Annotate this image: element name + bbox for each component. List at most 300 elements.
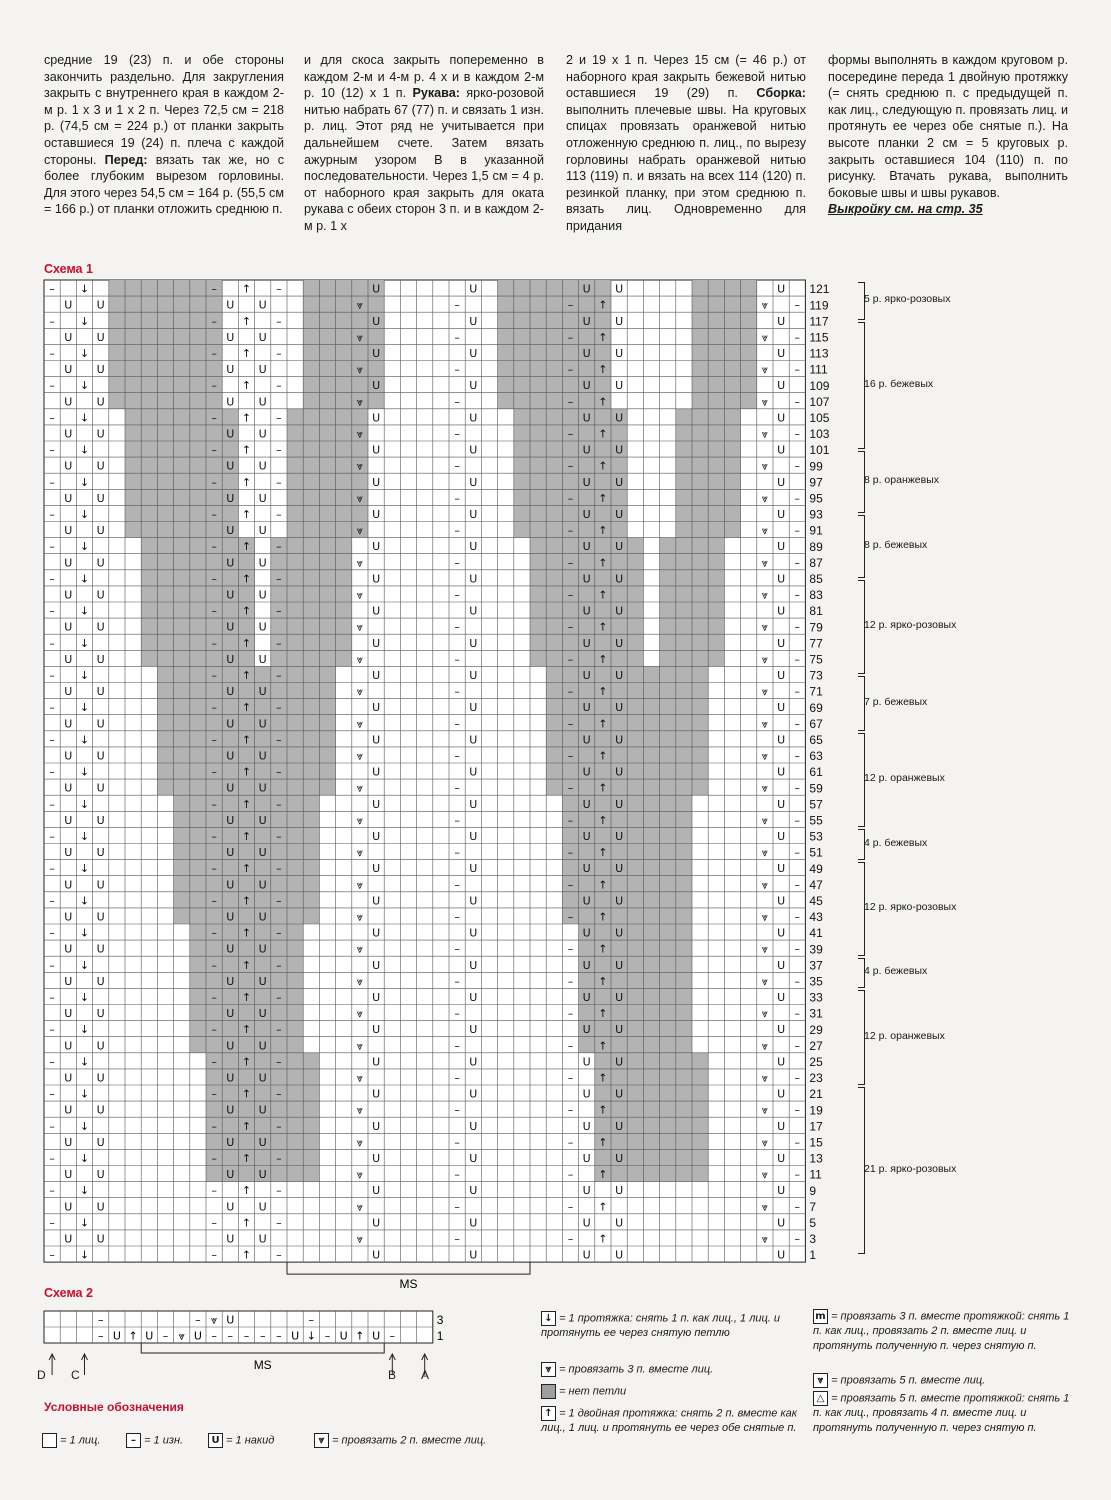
stitch-symbol: U [615,829,624,843]
stitch-symbol: ⩔ [761,524,769,538]
stitch-symbol: U [226,1200,235,1214]
stitch-symbol: U [777,475,786,489]
stitch-symbol: ↓ [79,411,90,425]
stitch-symbol: U [96,588,105,602]
stitch-symbol: – [794,717,801,731]
stitch-symbol: U [258,910,267,924]
stitch-symbol: U [372,411,381,425]
stitch-symbol: ↑ [241,604,252,618]
stitch-symbol: ↑ [598,781,608,795]
stitch-symbol: U [96,781,105,795]
stitch-symbol: ↓ [79,379,90,393]
row-number: 107 [809,394,830,409]
row-number: 9 [809,1183,817,1198]
stitch-symbol: U [96,717,105,731]
stitch-symbol: – [49,346,55,360]
stitch-symbol: ↑ [241,572,252,586]
k5tog-symbol-icon: ⩔ [813,1373,828,1388]
stitch-symbol: ↑ [598,524,608,538]
stitch-symbol: ⩔ [761,749,769,763]
stitch-symbol: – [211,990,217,1004]
stitch-symbol: ↓ [79,733,90,747]
stitch-symbol: U [777,572,786,586]
stripe-label: 4 р. бежевых [864,965,928,978]
stitch-symbol: U [96,1168,105,1182]
stitch-symbol: – [794,685,801,699]
stitch-symbol: – [794,942,801,956]
stitch-symbol: U [582,797,591,811]
stitch-symbol: U [226,813,235,827]
legend-item-k2tog [314,1433,486,1448]
stitch-symbol: ↑ [598,685,608,699]
stitch-symbol: – [227,1329,234,1343]
stitch-symbol: U [777,636,786,650]
stitch-symbol: – [567,620,574,634]
stitch-symbol: ↑ [598,1232,608,1246]
stitch-symbol: U [372,990,381,1004]
stitch-symbol: U [777,1248,786,1262]
stitch-symbol: U [469,507,478,521]
stitch-symbol: U [145,1329,154,1343]
stitch-symbol: U [258,395,267,409]
stitch-symbol: U [96,395,105,409]
stitch-symbol: – [308,1313,315,1327]
stitch-symbol: – [567,1103,574,1117]
stitch-symbol: – [211,411,217,425]
stitch-symbol: – [211,507,217,521]
stitch-symbol: U [615,540,624,554]
stitch-symbol: ↑ [598,330,608,344]
row-number: 91 [809,523,823,538]
text-column-4 [828,52,1068,218]
row-number: 99 [809,459,823,474]
stitch-symbol: U [615,862,624,876]
row-number: 115 [809,330,829,345]
text-col2-a: и для скоса закрыть попеременно в каждом 2-м и 4-м р. 4 х и в каждом 2-м р. 10 (12) х 1 п. [304,53,544,101]
stitch-symbol: U [258,363,267,377]
row-number: 93 [809,507,823,522]
stitch-symbol: U [193,1329,202,1343]
stitch-symbol: U [372,668,381,682]
ms-label: MS [253,1358,272,1372]
stitch-symbol: U [96,652,105,666]
stitch-symbol: – [454,330,460,344]
stitch-symbol: – [454,652,460,666]
stitch-symbol: ⩔ [356,781,364,795]
stitch-symbol: ↓ [79,443,90,457]
stitch-symbol: ↑ [241,1119,252,1133]
sk2p-symbol-icon: m [813,1309,828,1324]
stitch-symbol: U [258,846,267,860]
stitch-symbol: ↑ [598,395,608,409]
stitch-symbol: U [372,346,381,360]
stitch-symbol: ⩔ [761,1200,769,1214]
stitch-symbol: – [567,910,574,924]
stitch-symbol: – [49,1184,55,1198]
stitch-symbol: U [226,491,235,505]
stitch-symbol: – [49,314,55,328]
stitch-symbol: ↓ [306,1329,316,1343]
stitch-symbol: U [96,363,105,377]
row-number: 87 [809,555,823,570]
pattern-page-link[interactable]: Выкройку см. на стр. 35 [828,202,983,217]
stitch-symbol: ↓ [79,346,90,360]
stitch-symbol: U [258,974,267,988]
stitch-symbol: ↑ [241,507,252,521]
stitch-symbol: ⩔ [761,363,769,377]
stitch-symbol: ↓ [79,1023,90,1037]
stitch-symbol: – [454,878,460,892]
row-number: 1 [436,1329,444,1344]
stitch-symbol: U [615,346,624,360]
row-number: 21 [809,1087,823,1102]
stitch-symbol: ↓ [79,475,90,489]
stitch-symbol: U [777,958,786,972]
schema-2-title: Схема 2 [44,1286,93,1300]
legend-text: = 1 двойная протяжка: снять 2 п. вместе как лиц., 1 лиц. и протянуть ее через обе снятые п. [541,1407,797,1434]
stitch-symbol: – [211,1248,217,1262]
stitch-symbol: U [777,1119,786,1133]
stitch-symbol: U [615,282,624,296]
stitch-symbol: – [276,733,282,747]
row-number: 19 [809,1103,823,1118]
stitch-symbol: ↑ [598,363,608,377]
stitch-symbol: U [258,652,267,666]
stitch-symbol: U [615,411,624,425]
row-number: 61 [809,765,823,780]
stitch-symbol: – [567,652,574,666]
stitch-symbol: – [211,636,217,650]
stitch-symbol: U [469,282,478,296]
stitch-symbol: – [276,443,282,457]
stitch-symbol: – [567,427,574,441]
row-number: 69 [809,700,823,715]
stitch-symbol: – [276,829,282,843]
stitch-symbol: – [49,507,55,521]
stitch-symbol: U [64,781,73,795]
stitch-symbol: – [276,926,282,940]
stitch-symbol: U [258,878,267,892]
stitch-symbol: U [469,797,478,811]
stitch-symbol: – [49,701,55,715]
row-number: 39 [809,942,823,957]
stitch-symbol: U [226,395,235,409]
stitch-symbol: – [211,540,217,554]
stitch-symbol: – [567,556,574,570]
stitch-symbol: U [582,862,591,876]
stitch-symbol: U [64,878,73,892]
stitch-symbol: U [469,733,478,747]
stitch-symbol: – [211,379,217,393]
stitch-symbol: – [211,701,217,715]
stitch-symbol: ↓ [79,314,90,328]
schema-2-chart [44,1311,464,1381]
stripe-label: 5 р. ярко-розовых [864,293,951,306]
stitch-symbol: U [96,1007,105,1021]
stitch-symbol: ⩔ [178,1329,185,1343]
legend-text: = 1 накид [226,1434,275,1447]
stitch-symbol: – [276,1087,282,1101]
marker-a: A [421,1368,430,1382]
stitch-symbol: ↑ [241,894,252,908]
no-stitch-symbol-icon [541,1384,556,1399]
stitch-symbol: U [777,797,786,811]
stitch-symbol: ↑ [598,1168,608,1182]
row-number: 17 [809,1119,823,1134]
stitch-symbol: ⩔ [356,427,364,441]
stitch-symbol: U [64,1103,73,1117]
stitch-symbol: – [276,411,282,425]
stitch-symbol: – [454,459,460,473]
stitch-symbol: U [615,314,624,328]
stitch-symbol: U [64,588,73,602]
stitch-symbol: U [469,475,478,489]
legend-item-k5tog [813,1373,1073,1388]
row-number: 83 [809,588,823,603]
stitch-symbol: U [372,475,381,489]
marker-c: C [71,1368,80,1382]
legend-item-k3tog [541,1362,801,1377]
stitch-symbol: U [582,507,591,521]
stitch-symbol: ⩔ [761,717,769,731]
stitch-symbol: U [582,314,591,328]
row-number: 25 [809,1055,823,1070]
stitch-symbol: ↑ [598,1200,608,1214]
stitch-symbol: ↑ [128,1329,138,1343]
stitch-symbol: U [777,894,786,908]
stitch-symbol: U [469,443,478,457]
legend-item-5tog-slip [813,1391,1073,1435]
stitch-symbol: U [96,813,105,827]
row-number: 3 [436,1313,444,1328]
row-number: 5 [809,1216,817,1231]
stitch-symbol: U [226,1007,235,1021]
stitch-symbol: U [469,765,478,779]
stitch-symbol: U [469,829,478,843]
stitch-symbol: U [372,1119,381,1133]
stitch-symbol: – [49,797,55,811]
stitch-symbol: – [211,1119,217,1133]
stitch-symbol: ↑ [241,346,252,360]
row-number: 53 [809,829,823,844]
stitch-symbol: U [615,797,624,811]
stitch-symbol: U [226,556,235,570]
stitch-symbol: U [112,1329,121,1343]
stitch-symbol: U [372,507,381,521]
stitch-symbol: ⩔ [356,878,364,892]
stitch-symbol: U [582,604,591,618]
stitch-symbol: ↑ [241,990,252,1004]
purl-symbol-icon: – [126,1433,141,1448]
stitch-symbol: U [582,894,591,908]
stitch-symbol: U [469,701,478,715]
stitch-symbol: ⩔ [210,1313,218,1327]
stitch-symbol: U [258,749,267,763]
row-number: 13 [809,1151,823,1166]
stitch-symbol: U [372,379,381,393]
stitch-symbol: – [211,314,217,328]
stitch-symbol: U [226,1071,235,1085]
stitch-symbol: – [567,717,574,731]
stitch-symbol: U [582,379,591,393]
stitch-symbol: U [615,668,624,682]
stitch-symbol: U [372,1216,381,1230]
stitch-symbol: U [469,1184,478,1198]
stitch-symbol: – [211,765,217,779]
stitch-symbol: U [226,298,235,312]
stitch-symbol: ↓ [79,797,90,811]
stitch-symbol: ↓ [79,1248,90,1262]
stitch-symbol: U [96,974,105,988]
stitch-symbol: – [276,540,282,554]
stitch-symbol: – [794,620,801,634]
text-col3-a: 2 и 19 х 1 п. Через 15 см (= 46 р.) от наборного края закрыть бежевой нитью оставшиеся 19 (29) п. [566,53,806,101]
stitch-symbol: – [49,1119,55,1133]
stitch-symbol: – [794,395,801,409]
stitch-symbol: U [582,636,591,650]
stitch-symbol: ⩔ [761,685,769,699]
stitch-symbol: U [226,330,235,344]
stitch-symbol: U [777,733,786,747]
stitch-symbol: U [226,1313,235,1327]
stitch-symbol: U [469,346,478,360]
stitch-symbol: U [615,926,624,940]
legend-item-double-decrease [541,1406,801,1436]
stitch-symbol: – [567,1168,574,1182]
schema-1-chart [44,280,834,1292]
stitch-symbol: ⩔ [356,524,364,538]
row-number: 67 [809,716,823,731]
stitch-symbol: U [258,1168,267,1182]
stitch-symbol: U [372,894,381,908]
stitch-symbol: U [777,314,786,328]
stitch-symbol: U [258,1039,267,1053]
stitch-symbol: U [582,1184,591,1198]
row-number: 23 [809,1071,823,1086]
row-number: 75 [809,652,823,667]
stitch-symbol: – [276,346,282,360]
stitch-symbol: ↓ [79,958,90,972]
stitch-symbol: U [469,572,478,586]
row-number: 3 [809,1232,817,1247]
stitch-symbol: – [454,942,460,956]
stitch-symbol: ↑ [241,829,252,843]
stitch-symbol: U [777,862,786,876]
stitch-symbol: U [96,427,105,441]
stitch-symbol: – [454,524,460,538]
stitch-symbol: U [372,829,381,843]
stitch-symbol: – [276,1119,282,1133]
legend-text: = провязать 5 п. вместе лиц. [831,1374,986,1387]
stitch-symbol: ⩔ [761,298,769,312]
stitch-symbol: U [226,459,235,473]
stitch-symbol: U [582,443,591,457]
stitch-symbol: U [469,990,478,1004]
stitch-symbol: U [96,1071,105,1085]
stitch-symbol: U [372,797,381,811]
stitch-symbol: – [49,926,55,940]
stitch-symbol: – [454,749,460,763]
stitch-symbol: – [49,1216,55,1230]
stitch-symbol: U [615,1184,624,1198]
stitch-symbol: ⩔ [356,620,364,634]
stitch-symbol: U [582,958,591,972]
stitch-symbol: – [567,459,574,473]
stitch-symbol: ↑ [241,379,252,393]
stitch-symbol: ⩔ [761,1071,769,1085]
stitch-symbol: U [226,974,235,988]
stitch-symbol: – [567,942,574,956]
stitch-symbol: U [615,894,624,908]
row-number: 47 [809,877,823,892]
stitch-symbol: U [615,604,624,618]
stitch-symbol: U [258,459,267,473]
stitch-symbol: U [226,846,235,860]
stitch-symbol: U [96,685,105,699]
row-number: 113 [809,346,829,361]
stitch-symbol: – [794,974,801,988]
stitch-symbol: ⩔ [356,813,364,827]
stitch-symbol: – [211,1023,217,1037]
stitch-symbol: U [258,1200,267,1214]
stitch-symbol: U [469,1023,478,1037]
stitch-symbol: U [96,942,105,956]
stitch-symbol: U [226,717,235,731]
stitch-symbol: – [49,636,55,650]
stitch-symbol: – [49,894,55,908]
stitch-symbol: – [567,813,574,827]
stitch-symbol: ↑ [241,765,252,779]
stitch-symbol: U [226,524,235,538]
row-number: 7 [809,1199,817,1214]
stitch-symbol: U [258,1232,267,1246]
stitch-symbol: – [567,749,574,763]
stitch-symbol: – [794,1135,801,1149]
stitch-symbol: ↑ [241,958,252,972]
stitch-symbol: ↑ [598,298,608,312]
stitch-symbol: – [276,1184,282,1198]
stitch-symbol: ↑ [598,427,608,441]
stitch-symbol: U [96,1135,105,1149]
stitch-symbol: U [582,1055,591,1069]
stitch-symbol: – [211,1329,217,1343]
stitch-symbol: – [97,1329,104,1343]
stitch-symbol: ⩔ [356,556,364,570]
stitch-symbol: U [615,990,624,1004]
text-column-3 [566,52,806,235]
stitch-symbol: – [211,1216,217,1230]
stitch-symbol: U [96,459,105,473]
stitch-symbol: U [258,491,267,505]
row-number: 77 [809,636,823,651]
stitch-symbol: – [454,556,460,570]
stitch-symbol: – [49,282,55,296]
stitch-symbol: U [372,1087,381,1101]
stitch-symbol: U [615,701,624,715]
stitch-symbol: ↑ [598,620,608,634]
stitch-symbol: U [96,330,105,344]
stitch-symbol: – [454,427,460,441]
legend-text: = провязать 2 п. вместе лиц. [332,1434,487,1447]
stitch-symbol: U [615,475,624,489]
stitch-symbol: U [372,765,381,779]
stitch-symbol: U [777,282,786,296]
stitch-symbol: ⩔ [356,942,364,956]
stitch-symbol: ↓ [79,540,90,554]
stitch-symbol: U [777,604,786,618]
stitch-symbol: – [211,346,217,360]
stitch-symbol: U [372,958,381,972]
